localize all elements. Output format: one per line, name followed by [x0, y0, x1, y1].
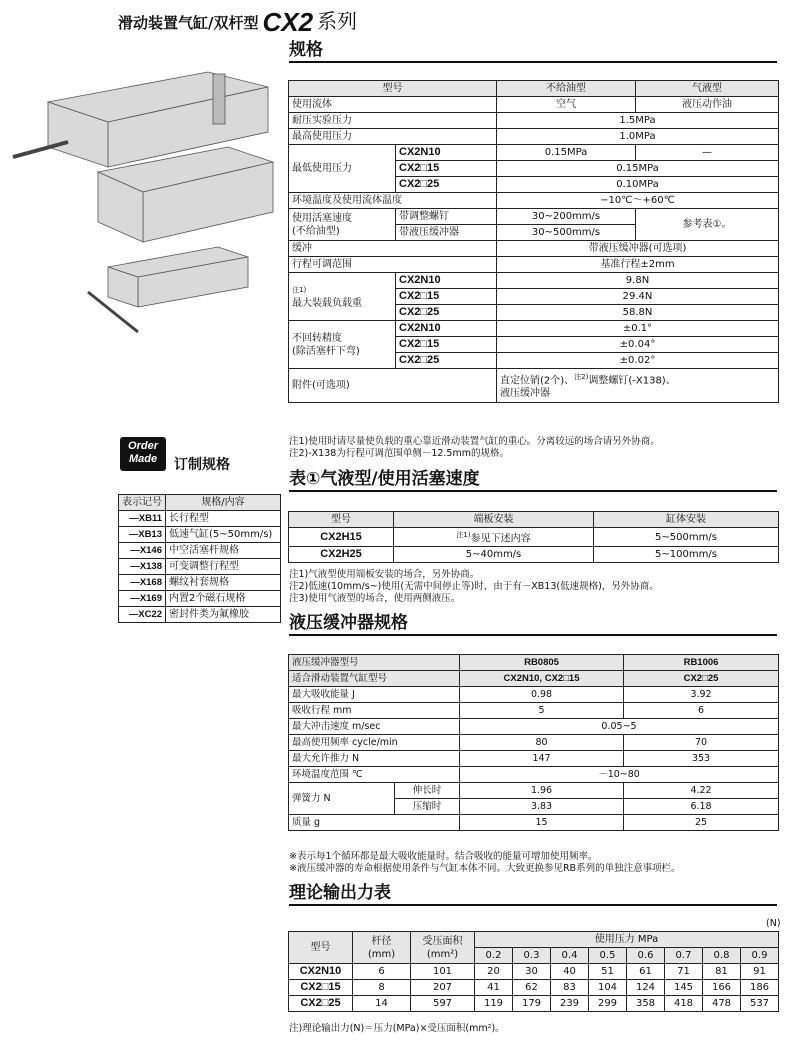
force-row: CX2N10 6 101 20 30 40 51 61 71 81 91 — [289, 964, 779, 980]
order-row: —XB13 低速气缸(5~50mm/s) — [119, 527, 281, 543]
cushion-table: 液压缓冲器型号 RB0805 RB1006 适合滑动装置气缸型号 CX2N10, CX2□15 CX2□25 最大吸收能量 J 0.98 3.92 吸收行程 mm 5 6 最大冲击速度 m/sec 0.05~5 最高使用频率 cycle/min 80 70 最大允许推力 N 147 353 环境温度范围 ℃ －10~80 弹簧力 N 伸长时 1.96 4.22 压缩时 3.83 6.18 质量 g 15 25 — [288, 654, 779, 831]
pressure-header: 0.7 — [665, 948, 703, 964]
order-row: —X168 螺纹衬套规格 — [119, 575, 281, 591]
pressure-header: 0.3 — [513, 948, 551, 964]
cushion-note-2: ※液压缓冲器的寿命根据使用条件与气缸本体不同。大致更换参见RB系列的单独注意事项栏。 — [289, 863, 681, 874]
cushion-note-1: ※表示每1个循环都是最大吸收能量时。结合吸收的能量可增加使用频率。 — [289, 851, 598, 862]
t1-note-3: 注3)使用气液型的场合，使用两侧液压。 — [289, 593, 461, 604]
pressure-header: 0.4 — [551, 948, 589, 964]
spec-note-1: 注1)使用时请尽量使负载的重心靠近滑动装置气缸的重心。分离较远的场合请另外协商。 — [289, 436, 660, 447]
pressure-header: 0.2 — [475, 948, 513, 964]
order-made-title: 订制规格 — [174, 457, 230, 473]
order-row: —X138 可变调整行程型 — [119, 559, 281, 575]
t1-note-1: 注1)气液型使用端板安装的场合，另外协商。 — [289, 569, 480, 580]
section-title-cushion: 液压缓冲器规格 — [289, 612, 777, 636]
section-title-table1: 表①气液型/使用活塞速度 — [289, 468, 777, 492]
order-row: —XB11 长行程型 — [119, 511, 281, 527]
t1-note-2: 注2)低速(10mm/s~)使用(无需中间停止等)时，由于有－XB13(低速规格)，另外协商。 — [289, 581, 659, 592]
force-note: 注)理论输出力(N)＝压力(MPa)×受压面积(mm²)。 — [289, 1023, 505, 1034]
pressure-header: 0.9 — [741, 948, 779, 964]
section-title-spec: 规格 — [289, 39, 777, 63]
table1: 型号 端板安装 缸体安装 CX2H15 $^{注1)}$参见下述内容 5~500mm/s CX2H25 5~40mm/s 5~100mm/s — [288, 511, 779, 563]
order-made-badge: Order Made — [120, 437, 166, 471]
order-row: —XC22 密封件类为氟橡胶 — [119, 607, 281, 623]
order-made-table: 表示记号 规格/内容 —XB11 长行程型 —XB13 低速气缸(5~50mm/s) —X146 中空活塞杆规格 —X138 可变调整行程型 —X168 螺纹衬套规格 —X169 内置2个磁石规格 —XC22 密封件类为氟橡胶 — [118, 494, 281, 623]
order-row: —X169 内置2个磁石规格 — [119, 591, 281, 607]
page-title: 滑动装置气缸/双杆型 CX2 系列 — [118, 7, 358, 37]
force-unit: (N) — [766, 918, 781, 929]
force-table: 型号 杆径 (mm) 受压面积 (mm²) 使用压力 MPa 0.2 0.3 0.4 0.5 0.6 0.7 0.8 0.9 CX2N10 6 101 20 30 40 51 61 71 81 91 CX2□15 8 207 41 62 83 104 124 145 166 186 CX2□25 14 597 119 179 239 299 358 418 478 537 — [288, 931, 779, 1012]
pressure-header: 0.8 — [703, 948, 741, 964]
force-row: CX2□25 14 597 119 179 239 299 358 418 478 537 — [289, 996, 779, 1012]
pressure-header: 0.5 — [589, 948, 627, 964]
spec-note-2: 注2)-X138为行程可调范围单侧－12.5mm的规格。 — [289, 448, 509, 459]
order-row: —X146 中空活塞杆规格 — [119, 543, 281, 559]
spec-table: 型号 不给油型 气液型 使用流体 空气 液压动作油 耐压实验压力 1.5MPa 最高使用压力 1.0MPa 最低使用压力 CX2N10 0.15MPa — CX2□15 0.15MPa CX2□25 0.10MPa 环境温度及使用流体温度 −10℃～+60℃ 使用活塞速度 (不给油型) 带调整螺钉 30~200mm/s 参考表①。 带液压缓冲器 30~500mm/s 缓冲 带液压缓冲器(可选项) 行程可调范围 基准行程±2mm 注1) 最大装载负载重 CX2N10 9.8N CX2□15 29.4N CX2□25 58.8N 不回转精度 (除活塞杆下弯) CX2N10 ±0.1° CX2□15 ±0.04° CX2□25 ±0.02° 附件(可选项) 直定位销(2个)、$^{注2)}$调整螺钉(-X138)、 液压缓冲器 — [288, 80, 779, 403]
product-photo — [8, 62, 278, 362]
pressure-header: 0.6 — [627, 948, 665, 964]
section-title-force: 理论输出力表 — [289, 882, 777, 906]
force-row: CX2□15 8 207 41 62 83 104 124 145 166 186 — [289, 980, 779, 996]
